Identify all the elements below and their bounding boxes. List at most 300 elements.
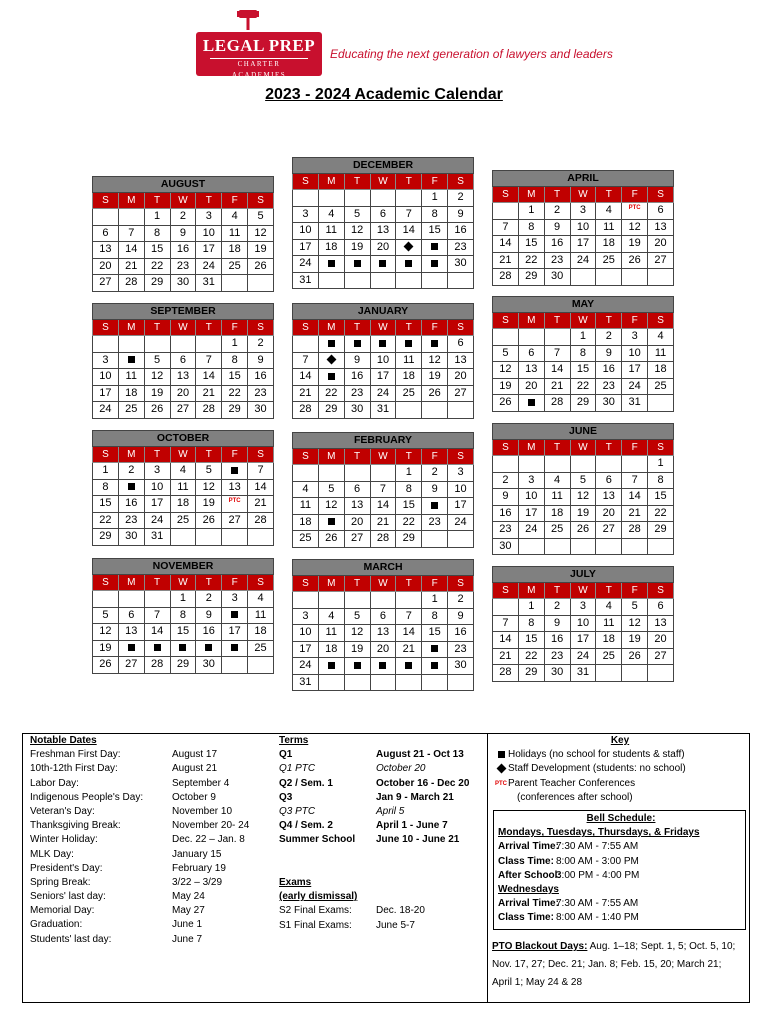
- day-cell: 25: [222, 258, 248, 275]
- day-cell: 24: [144, 512, 170, 529]
- notable-date-label: Freshman First Day:: [30, 749, 121, 761]
- notable-date-label: Memorial Day:: [30, 905, 95, 917]
- day-cell: 10: [622, 345, 648, 362]
- empty-cell: [93, 591, 119, 608]
- weekday-header: W: [170, 447, 196, 463]
- day-cell: 1: [422, 190, 448, 207]
- day-cell: 17: [293, 239, 319, 256]
- day-cell: 9: [196, 607, 222, 624]
- day-cell: 18: [248, 624, 274, 641]
- day-cell: 4: [222, 209, 248, 226]
- day-cell: 17: [293, 641, 319, 658]
- holiday-square-icon: [422, 658, 448, 675]
- day-cell: 12: [196, 479, 222, 496]
- holiday-square-icon: [370, 336, 396, 353]
- day-cell: 20: [448, 369, 474, 386]
- terms-list: [279, 748, 469, 847]
- bell-time: [498, 897, 744, 911]
- day-cell: 8: [422, 608, 448, 625]
- day-cell: 14: [396, 625, 422, 642]
- day-cell: 20: [648, 632, 674, 649]
- notable-dates-section: [30, 734, 249, 947]
- empty-cell: [344, 465, 370, 482]
- holiday-square-icon: [344, 658, 370, 675]
- weekday-header: S: [293, 449, 319, 465]
- week-row: [493, 538, 674, 555]
- day-cell: 9: [344, 352, 370, 369]
- notable-date-label: Students' last day:: [30, 933, 112, 945]
- weekday-header: W: [370, 320, 396, 336]
- week-row: [93, 275, 274, 292]
- bell-time: [498, 911, 744, 925]
- notable-date-label: MLK Day:: [30, 848, 74, 860]
- legal-prep-logo: [194, 6, 324, 79]
- day-cell: 13: [170, 369, 196, 386]
- day-cell: 11: [293, 498, 319, 515]
- calendar-january: [292, 303, 474, 419]
- empty-cell: [518, 456, 544, 473]
- empty-cell: [596, 456, 622, 473]
- day-cell: 4: [170, 463, 196, 480]
- weekday-header: W: [570, 583, 596, 599]
- day-cell: 18: [544, 505, 570, 522]
- day-cell: 16: [118, 496, 144, 513]
- day-cell: 31: [196, 275, 222, 292]
- day-cell: 14: [493, 236, 519, 253]
- week-row: [93, 479, 274, 496]
- day-cell: 7: [493, 615, 519, 632]
- day-cell: 23: [170, 258, 196, 275]
- day-cell: 13: [370, 625, 396, 642]
- week-row: [493, 362, 674, 379]
- term-label: Summer School: [279, 834, 356, 846]
- day-cell: 5: [196, 463, 222, 480]
- pto-blackout-section: [492, 938, 735, 992]
- empty-cell: [370, 674, 396, 691]
- day-cell: 22: [93, 512, 119, 529]
- bell-group2-title: Wednesdays: [498, 883, 559, 895]
- weekday-header: T: [144, 447, 170, 463]
- month-name: JUNE: [493, 424, 674, 440]
- day-cell: 23: [344, 385, 370, 402]
- day-cell: 23: [248, 385, 274, 402]
- day-cell: 30: [170, 275, 196, 292]
- weekday-header: T: [396, 320, 422, 336]
- day-cell: 6: [170, 352, 196, 369]
- empty-cell: [422, 402, 448, 419]
- week-row: [293, 369, 474, 386]
- month-name: JULY: [493, 567, 674, 583]
- day-cell: 15: [93, 496, 119, 513]
- day-cell: 7: [196, 352, 222, 369]
- weekday-header: S: [448, 174, 474, 190]
- day-cell: 2: [544, 203, 570, 220]
- day-cell: 21: [248, 496, 274, 513]
- day-cell: 19: [144, 385, 170, 402]
- bell-time-value: 7:30 AM - 7:55 AM: [556, 898, 639, 910]
- day-cell: 12: [493, 362, 519, 379]
- term-value: August 21 - Oct 13: [376, 749, 464, 761]
- day-cell: 2: [448, 190, 474, 207]
- day-cell: 10: [293, 625, 319, 642]
- day-cell: 1: [144, 209, 170, 226]
- day-cell: 28: [493, 665, 519, 682]
- empty-cell: [370, 465, 396, 482]
- day-cell: 4: [596, 599, 622, 616]
- day-cell: 26: [144, 402, 170, 419]
- weekday-header: F: [422, 449, 448, 465]
- day-cell: 1: [170, 591, 196, 608]
- day-cell: 19: [622, 632, 648, 649]
- holiday-square-icon: [222, 607, 248, 624]
- day-cell: 20: [648, 236, 674, 253]
- day-cell: 21: [622, 505, 648, 522]
- weekday-header: W: [570, 313, 596, 329]
- month-name: DECEMBER: [293, 158, 474, 174]
- empty-cell: [396, 402, 422, 419]
- day-cell: 19: [248, 242, 274, 259]
- weekday-header: T: [196, 575, 222, 591]
- day-cell: 4: [318, 608, 344, 625]
- calendar-february: [292, 432, 474, 548]
- day-cell: 30: [196, 657, 222, 674]
- week-row: [493, 329, 674, 346]
- holiday-square-icon: [344, 256, 370, 273]
- weekday-header: S: [293, 320, 319, 336]
- empty-cell: [544, 329, 570, 346]
- day-cell: 24: [570, 648, 596, 665]
- day-cell: 2: [248, 336, 274, 353]
- day-cell: 15: [144, 242, 170, 259]
- notable-date-value: June 1: [172, 919, 203, 931]
- pto-blackout-line1: Aug. 1–18; Sept. 1, 5; Oct. 5, 10;: [589, 941, 736, 952]
- exam-value: June 5-7: [376, 919, 415, 931]
- day-cell: 30: [344, 402, 370, 419]
- day-cell: 21: [493, 252, 519, 269]
- day-cell: 25: [248, 640, 274, 657]
- day-cell: 7: [370, 481, 396, 498]
- notable-date-label: Spring Break:: [30, 876, 91, 888]
- day-cell: 8: [518, 615, 544, 632]
- weekday-header: F: [222, 320, 248, 336]
- week-row: [293, 674, 474, 691]
- weekday-header: M: [318, 576, 344, 592]
- day-cell: 26: [493, 395, 519, 412]
- day-cell: 19: [344, 641, 370, 658]
- week-row: [93, 463, 274, 480]
- key-ptc-text: Parent Teacher Conferences: [508, 777, 636, 789]
- day-cell: 6: [344, 481, 370, 498]
- day-cell: 11: [248, 607, 274, 624]
- month-name: JANUARY: [293, 304, 474, 320]
- day-cell: 11: [170, 479, 196, 496]
- day-cell: 8: [518, 219, 544, 236]
- day-cell: 12: [93, 624, 119, 641]
- day-cell: 12: [622, 615, 648, 632]
- week-row: [293, 223, 474, 240]
- ptc-marker: [622, 203, 648, 220]
- empty-cell: [396, 190, 422, 207]
- week-row: [493, 236, 674, 253]
- day-cell: 14: [248, 479, 274, 496]
- week-row: [93, 591, 274, 608]
- bell-time-value: 3:00 PM - 4:00 PM: [556, 869, 640, 881]
- weekday-header: S: [93, 575, 119, 591]
- bell-time: [498, 855, 744, 869]
- day-cell: 21: [370, 514, 396, 531]
- day-cell: 28: [118, 275, 144, 292]
- empty-cell: [370, 190, 396, 207]
- weekday-header: S: [648, 187, 674, 203]
- day-cell: 26: [196, 512, 222, 529]
- empty-cell: [396, 674, 422, 691]
- empty-cell: [448, 674, 474, 691]
- day-cell: 1: [222, 336, 248, 353]
- day-cell: 16: [493, 505, 519, 522]
- day-cell: 16: [448, 223, 474, 240]
- weekday-header: T: [344, 174, 370, 190]
- key-section: [494, 734, 746, 805]
- day-cell: 12: [422, 352, 448, 369]
- day-cell: 30: [544, 665, 570, 682]
- day-cell: 12: [570, 489, 596, 506]
- weekday-header: S: [93, 320, 119, 336]
- calendar-july: [492, 566, 674, 682]
- weekday-header: M: [518, 440, 544, 456]
- day-cell: 2: [448, 592, 474, 609]
- week-row: [493, 395, 674, 412]
- empty-cell: [448, 272, 474, 289]
- day-cell: 26: [318, 531, 344, 548]
- day-cell: 8: [170, 607, 196, 624]
- term-value: Jan 9 - March 21: [376, 791, 454, 803]
- week-row: [493, 378, 674, 395]
- empty-cell: [370, 272, 396, 289]
- day-cell: 14: [196, 369, 222, 386]
- empty-cell: [493, 456, 519, 473]
- day-cell: 1: [518, 203, 544, 220]
- holiday-square-icon: [118, 352, 144, 369]
- bell-time-label: After School:: [498, 869, 561, 881]
- day-cell: 17: [370, 369, 396, 386]
- week-row: [93, 657, 274, 674]
- week-row: [293, 206, 474, 223]
- notable-date-label: Labor Day:: [30, 777, 79, 789]
- day-cell: 3: [93, 352, 119, 369]
- holiday-square-icon: [222, 463, 248, 480]
- day-cell: 5: [344, 608, 370, 625]
- holiday-square-icon: [422, 239, 448, 256]
- weekday-header: M: [518, 187, 544, 203]
- day-cell: 23: [448, 239, 474, 256]
- weekday-header: F: [422, 320, 448, 336]
- day-cell: 2: [544, 599, 570, 616]
- day-cell: 26: [422, 385, 448, 402]
- empty-cell: [318, 465, 344, 482]
- info-column-divider: [487, 733, 488, 1003]
- weekday-header: M: [518, 313, 544, 329]
- gavel-icon: [236, 8, 260, 30]
- notable-date: [30, 791, 249, 805]
- notable-date-value: June 7: [172, 933, 203, 945]
- day-cell: 21: [293, 385, 319, 402]
- notable-date: [30, 848, 249, 862]
- notable-date-value: January 15: [172, 848, 222, 860]
- pto-blackout-label: PTO Blackout Days:: [492, 941, 588, 952]
- day-cell: 30: [118, 529, 144, 546]
- day-cell: 29: [93, 529, 119, 546]
- notable-date-value: August 21: [172, 763, 218, 775]
- calendar-april: [492, 170, 674, 286]
- weekday-header: S: [448, 449, 474, 465]
- week-row: [493, 489, 674, 506]
- notable-date: [30, 748, 249, 762]
- week-row: [93, 496, 274, 513]
- day-cell: 12: [144, 369, 170, 386]
- day-cell: 22: [518, 252, 544, 269]
- week-row: [493, 252, 674, 269]
- week-row: [93, 624, 274, 641]
- day-cell: 18: [596, 632, 622, 649]
- holiday-square-icon: [422, 256, 448, 273]
- terms-heading: Terms: [279, 735, 309, 746]
- week-row: [493, 632, 674, 649]
- week-row: [293, 352, 474, 369]
- day-cell: 28: [248, 512, 274, 529]
- week-row: [93, 352, 274, 369]
- day-cell: 4: [596, 203, 622, 220]
- month-name: NOVEMBER: [93, 559, 274, 575]
- key-staff-development-text: Staff Development (students: no school): [508, 763, 686, 775]
- week-row: [293, 385, 474, 402]
- notable-date: [30, 890, 249, 904]
- calendar-june: [492, 423, 674, 555]
- day-cell: 11: [318, 625, 344, 642]
- day-cell: 25: [170, 512, 196, 529]
- weekday-header: T: [196, 447, 222, 463]
- term: [279, 833, 469, 847]
- day-cell: 6: [596, 472, 622, 489]
- bell-time-value: 7:30 AM - 7:55 AM: [556, 841, 639, 853]
- exams-list: [279, 904, 425, 932]
- term-label: Q1: [279, 749, 293, 761]
- empty-cell: [596, 538, 622, 555]
- day-cell: 9: [422, 481, 448, 498]
- notable-date: [30, 805, 249, 819]
- weekday-header: W: [170, 575, 196, 591]
- day-cell: 29: [396, 531, 422, 548]
- day-cell: 30: [448, 658, 474, 675]
- week-row: [93, 209, 274, 226]
- empty-cell: [448, 402, 474, 419]
- day-cell: 26: [248, 258, 274, 275]
- weekday-header: S: [493, 440, 519, 456]
- day-cell: 18: [293, 514, 319, 531]
- day-cell: 20: [93, 258, 119, 275]
- weekday-header: M: [118, 447, 144, 463]
- exam-value: Dec. 18-20: [376, 905, 425, 917]
- day-cell: 17: [196, 242, 222, 259]
- day-cell: 29: [570, 395, 596, 412]
- weekday-header: T: [544, 313, 570, 329]
- exam: [279, 919, 425, 933]
- holiday-square-icon: [422, 336, 448, 353]
- day-cell: 23: [493, 522, 519, 539]
- term: [279, 791, 469, 805]
- day-cell: 7: [118, 225, 144, 242]
- day-cell: 6: [370, 206, 396, 223]
- week-row: [293, 481, 474, 498]
- day-cell: 30: [544, 269, 570, 286]
- day-cell: 31: [293, 674, 319, 691]
- empty-cell: [622, 665, 648, 682]
- empty-cell: [344, 272, 370, 289]
- calendar-october: [92, 430, 274, 546]
- day-cell: 23: [596, 378, 622, 395]
- month-name: MARCH: [293, 560, 474, 576]
- empty-cell: [344, 190, 370, 207]
- week-row: [293, 336, 474, 353]
- notable-date-label: Thanksgiving Break:: [30, 820, 121, 832]
- logo-subtext: CHARTER ACADEMIES: [210, 58, 308, 81]
- day-cell: 2: [196, 591, 222, 608]
- day-cell: 2: [118, 463, 144, 480]
- day-cell: 21: [493, 648, 519, 665]
- week-row: [293, 190, 474, 207]
- empty-cell: [222, 275, 248, 292]
- weekday-header: S: [648, 313, 674, 329]
- day-cell: 15: [422, 223, 448, 240]
- day-cell: 15: [518, 236, 544, 253]
- week-row: [93, 225, 274, 242]
- weekday-header: W: [370, 576, 396, 592]
- day-cell: 18: [648, 362, 674, 379]
- day-cell: 10: [570, 219, 596, 236]
- day-cell: 11: [318, 223, 344, 240]
- day-cell: 18: [318, 239, 344, 256]
- day-cell: 22: [222, 385, 248, 402]
- day-cell: 11: [222, 225, 248, 242]
- weekday-header: W: [570, 440, 596, 456]
- weekday-header: S: [293, 174, 319, 190]
- empty-cell: [248, 529, 274, 546]
- empty-cell: [518, 329, 544, 346]
- day-cell: 19: [93, 640, 119, 657]
- day-cell: 28: [196, 402, 222, 419]
- week-row: [293, 256, 474, 273]
- calendar-march: [292, 559, 474, 691]
- weekday-header: S: [93, 193, 119, 209]
- day-cell: 13: [344, 498, 370, 515]
- week-row: [493, 505, 674, 522]
- empty-cell: [518, 538, 544, 555]
- empty-cell: [448, 531, 474, 548]
- weekday-header: S: [493, 583, 519, 599]
- day-cell: 9: [544, 219, 570, 236]
- notable-date-value: February 19: [172, 862, 226, 874]
- day-cell: 29: [518, 269, 544, 286]
- day-cell: 9: [596, 345, 622, 362]
- day-cell: 5: [144, 352, 170, 369]
- notable-date-label: Veteran's Day:: [30, 805, 95, 817]
- day-cell: 18: [222, 242, 248, 259]
- day-cell: 15: [396, 498, 422, 515]
- day-cell: 13: [448, 352, 474, 369]
- week-row: [293, 625, 474, 642]
- term: [279, 762, 469, 776]
- day-cell: 31: [370, 402, 396, 419]
- pto-blackout-line2: Nov. 17, 27; Dec. 21; Jan. 8; Feb. 15, 20; March 21;: [492, 959, 722, 970]
